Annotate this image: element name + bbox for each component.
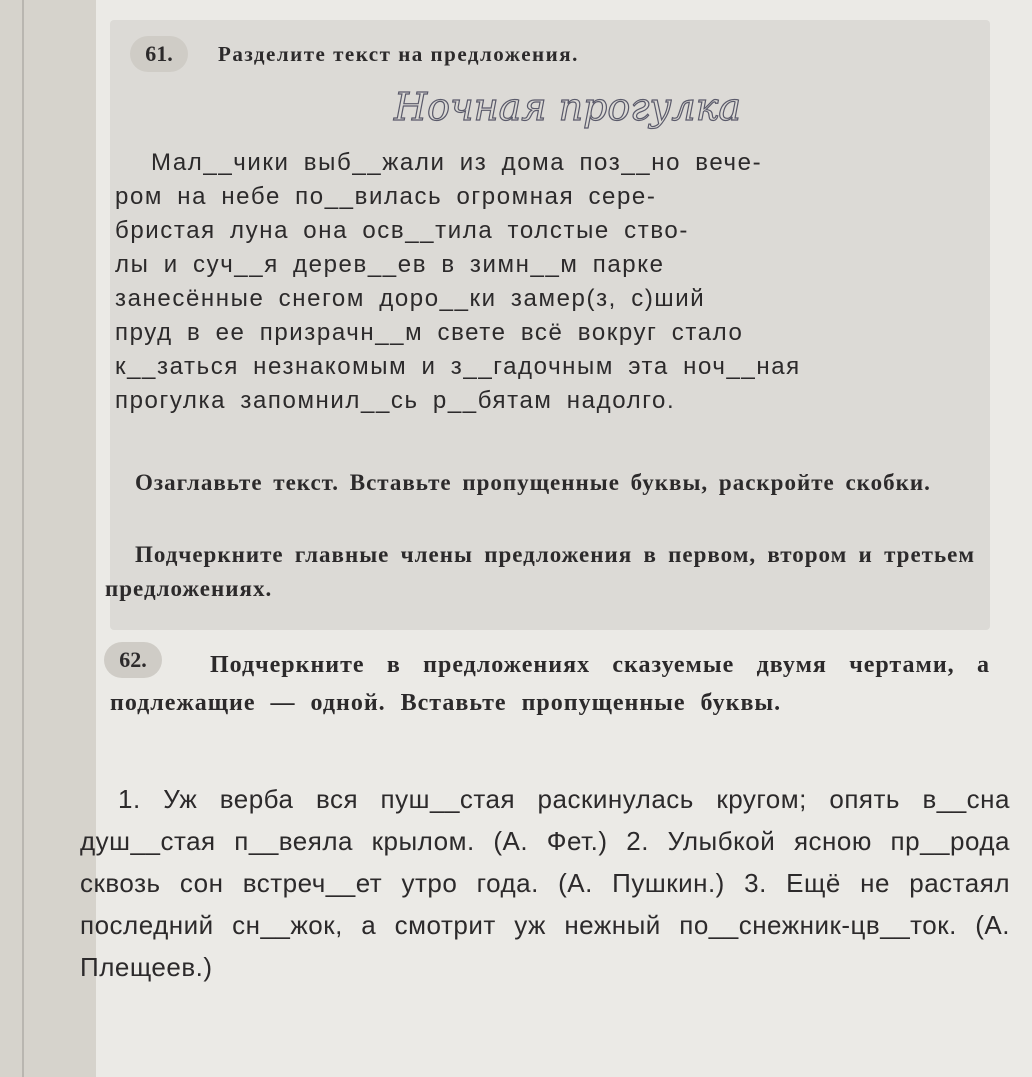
- page-fold-line: [22, 0, 24, 1077]
- text-line: занесённые снегом доро__ки замер(з, с)ший: [115, 285, 706, 312]
- text-line: к__заться незнакомым и з__гадочным эта ноч__ная: [115, 353, 801, 380]
- exercise-61-number: 61.: [130, 36, 188, 72]
- handwritten-title-text: Ночная прогулка: [394, 85, 742, 129]
- exercise-62-sentences: [80, 778, 1010, 988]
- exercise-61-instruction: Разделите текст на предложения.: [218, 42, 579, 66]
- exercise-62-instruction: Подчеркните в предложениях сказуемые двумя чертами, а подлежащие — одной. Вставьте пропущенные буквы.: [110, 652, 990, 716]
- text-line: Мал__чики выб__жали из дома поз__но вече-: [151, 149, 763, 176]
- handwritten-title: [390, 84, 790, 132]
- exercise-61-task-2: Подчеркните главные члены предложения в первом, втором и третьем предложениях.: [105, 542, 975, 601]
- exercise-61-text: [115, 146, 975, 418]
- exercise-62-number: 62.: [104, 642, 162, 678]
- exercise-61-task-1: Озаглавьте текст. Вставьте пропущенные буквы, раскройте скобки.: [135, 470, 931, 495]
- text-line: лы и суч__я дерев__ев в зимн__м парке: [115, 251, 665, 278]
- text-line: прогулка запомнил__сь р__бятам надолго.: [115, 387, 676, 414]
- text-line: ром на небе по__вилась огромная сере-: [115, 183, 657, 210]
- text-line: бристая луна она осв__тила толстые ство-: [115, 217, 689, 244]
- exercise-62-sentences-text: 1. Уж верба вся пуш__стая раскинулась кругом; опять в__сна душ__стая п__веяла крылом. (А. Фет.) 2. Улыбкой ясною пр__рода сквозь сон встреч__ет утро года. (А. Пушкин.) 3. Ещё не растаял последний сн__жок, а смотрит уж нежный по__снежник-цв__ток. (А. Плещеев.): [80, 784, 1010, 982]
- text-line: пруд в ее призрачн__м свете всё вокруг стало: [115, 319, 744, 346]
